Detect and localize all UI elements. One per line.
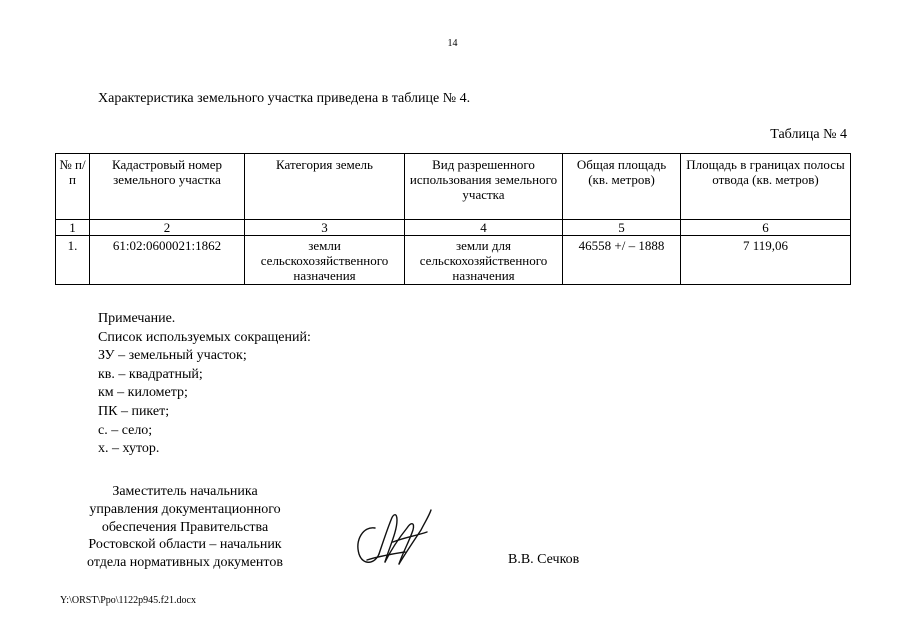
page-number: 14 [447,38,458,49]
header-cell-permitted-use: Вид разрешенного использования земельного участка [405,154,563,220]
header-cell-total-area: Общая площадь (кв. метров) [563,154,681,220]
abbreviation-item: ЗУ – земельный участок; [98,348,247,364]
column-number: 2 [90,220,245,236]
handwritten-signature [345,498,445,578]
header-cell-category: Категория земель [245,154,405,220]
file-path: Y:\ORST\Ppo\1122p945.f21.docx [60,595,196,606]
notes-subtitle: Список используемых сокращений: [98,329,311,345]
column-number: 4 [405,220,563,236]
cell-land-category: земли сельскохозяйственного назначения [245,236,405,285]
abbreviation-item: км – километр; [98,385,188,401]
abbreviation-item: кв. – квадратный; [98,366,203,382]
signer-title-line: отдела нормативных документов [87,555,283,571]
signer-title [55,483,315,572]
column-number: 6 [681,220,851,236]
table-column-number-row [56,220,851,236]
table-caption: Таблица № 4 [770,127,847,142]
land-plot-table [55,153,851,285]
cell-strip-area: 7 119,06 [681,236,851,285]
signer-title-line: управления документационного [89,501,281,517]
header-cell-number: № п/п [56,154,90,220]
signer-title-line: обеспечения Правительства [101,519,269,535]
header-cell-cadastral: Кадастровый номер земельного участка [90,154,245,220]
abbreviation-item: с. – село; [98,422,153,438]
signer-title-line: Заместитель начальника [112,484,258,499]
cell-permitted-use: земли для сельскохозяйственного назначения [405,236,563,285]
abbreviation-item: ПК – пикет; [98,403,170,419]
cell-cadastral-number: 61:02:0600021:1862 [90,236,245,285]
column-number: 5 [563,220,681,236]
notes-section [98,310,311,459]
abbreviation-item: х. – хутор. [98,441,160,457]
cell-total-area: 46558 +/ – 1888 [563,236,681,285]
intro-paragraph: Характеристика земельного участка приведена в таблице № 4. [98,91,471,106]
signer-title-line: Ростовской области – начальник [88,537,282,553]
table-row [56,236,851,285]
header-cell-strip-area: Площадь в границах полосы отвода (кв. метров) [681,154,851,220]
signer-name: В.В. Сечков [508,552,580,567]
table-header-row [56,154,851,220]
column-number: 3 [245,220,405,236]
cell-row-number: 1. [56,236,90,285]
notes-title: Примечание. [98,311,176,326]
column-number: 1 [56,220,90,236]
